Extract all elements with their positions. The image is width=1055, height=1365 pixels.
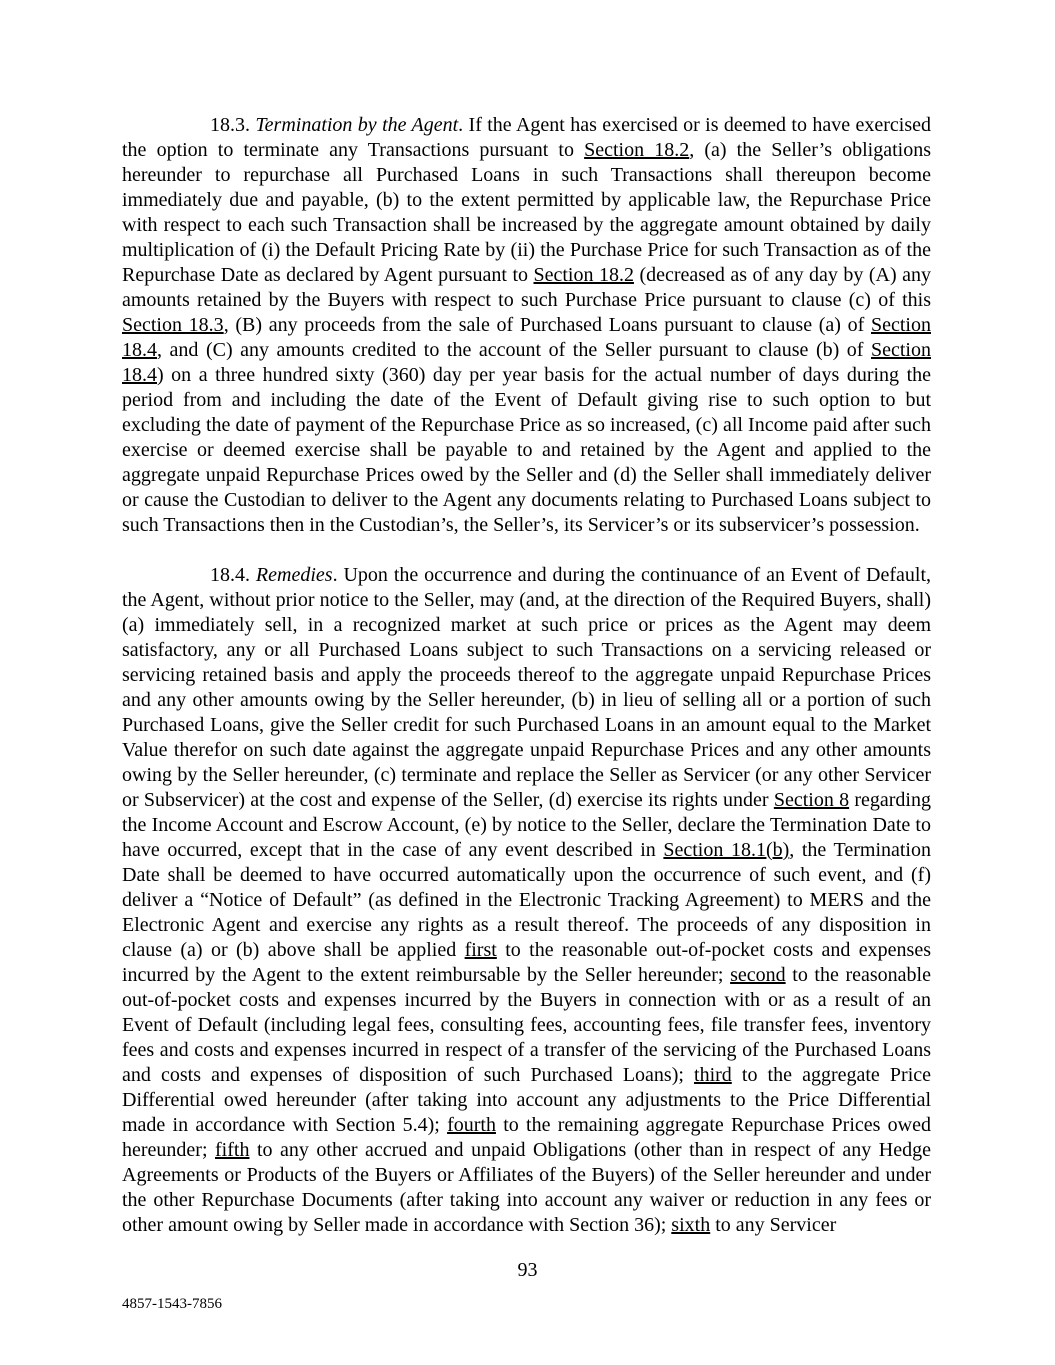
document-id-footer: 4857-1543-7856 bbox=[122, 1296, 222, 1312]
page-number: 93 bbox=[517, 1259, 538, 1281]
page-body bbox=[122, 113, 931, 1238]
paragraph-section-18-3: 18.3. Termination by the Agent. If the Agent has exercised or is deemed to have exercised the option to terminate any Transactions pursuant to Section 18.2, (a) the Seller’s obligations hereunder to repurchase all Purchased Loans in such Transactions shall thereupon become immediately due and payable, (b) to the extent permitted by applicable law, the Repurchase Price with respect to each such Transaction shall be increased by the aggregate amount obtained by daily multiplication of (i) the Default Pricing Rate by (ii) the Purchase Price for such Transaction as of the Repurchase Date as declared by Agent pursuant to Section 18.2 (decreased as of any day by (A) any amounts retained by the Buyers with respect to such Purchase Price pursuant to clause (c) of this Section 18.3, (B) any proceeds from the sale of Purchased Loans pursuant to clause (a) of Section 18.4, and (C) any amounts credited to the account of the Seller pursuant to clause (b) of Section 18.4) on a three hundred sixty (360) day per year basis for the actual number of days during the period from and including the date of the Event of Default giving rise to such option to but excluding the date of payment of the Repurchase Price as so increased, (c) all Income paid after such exercise or deemed exercise shall be payable to and retained by the Agent and applied to the aggregate unpaid Repurchase Prices owed by the Seller and (d) the Seller shall immediately deliver or cause the Custodian to deliver to the Agent any documents relating to Purchased Loans subject to such Transactions then in the Custodian’s, the Seller’s, its Servicer’s or its subservicer’s possession. bbox=[122, 114, 932, 536]
paragraph-section-18-4: 18.4. Remedies. Upon the occurrence and during the continuance of an Event of Default, the Agent, without prior notice to the Seller, may (and, at the direction of the Required Buyers, shall) (a) immediately sell, in a recognized market at such price or prices as the Agent may deem satisfactory, any or all Purchased Loans subject to such Transactions on a servicing released or servicing retained basis and apply the proceeds thereof to the aggregate unpaid Repurchase Prices and any other amounts owing by the Seller hereunder, (b) in lieu of selling all or a portion of such Purchased Loans, give the Seller credit for such Purchased Loans in an amount equal to the Market Value therefor on such date against the aggregate unpaid Repurchase Prices and any other amounts owing by the Seller hereunder, (c) terminate and replace the Seller as Servicer (or any other Servicer or Subservicer) at the cost and expense of the Seller, (d) exercise its rights under Section 8 regarding the Income Account and Escrow Account, (e) by notice to the Seller, declare the Termination Date to have occurred, except that in the case of any event described in Section 18.1(b), the Termination Date shall be deemed to have occurred automatically upon the occurrence of such event, and (f) deliver a “Notice of Default” (as defined in the Electronic Tracking Agreement) to MERS and the Electronic Agent and exercise any rights as a result thereof. The proceeds of any disposition in clause (a) or (b) above shall be applied first to the reasonable out-of-pocket costs and expenses incurred by the Agent to the extent reimbursable by the Seller hereunder; second to the reasonable out-of-pocket costs and expenses incurred by the Buyers in connection with or as a result of an Event of Default (including legal fees, consulting fees, accounting fees, file transfer fees, inventory fees and costs and expenses incurred in respect of a transfer of the servicing of the Purchased Loans and costs and expenses of disposition of such Purchased Loans); third to the aggregate Price Differential owed hereunder (after taking into account any adjustments to the Price Differential made in accordance with Section 5.4); fourth to the remaining aggregate Repurchase Prices owed hereunder; fifth to any other accrued and unpaid Obligations (other than in respect of any Hedge Agreements or Products of the Buyers or Affiliates of the Buyers) of the Seller hereunder and under the other Repurchase Documents (after taking into account any waiver or reduction in any fees or other amount owing by Seller made in accordance with Section 36); sixth to any Servicer bbox=[122, 564, 932, 1236]
